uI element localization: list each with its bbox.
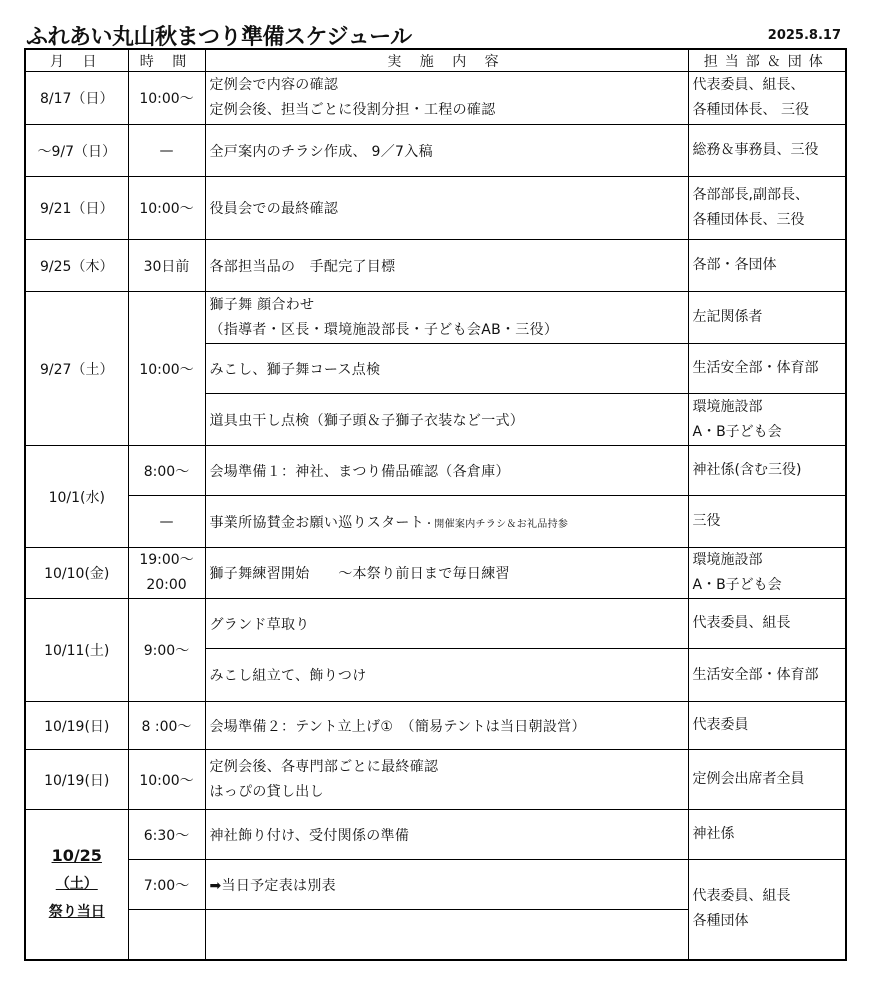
row-content: 役員会での最終確認 xyxy=(205,177,688,240)
table-row xyxy=(25,125,846,177)
row-time: 6:30〜 xyxy=(128,810,205,860)
table-row xyxy=(25,548,846,599)
row-content: 会場準備１：神社、まつり備品確認（各倉庫） xyxy=(205,446,688,496)
row-content: 神社飾り付け、受付関係の準備 xyxy=(205,810,688,860)
header-staff: 担当部＆団体 xyxy=(688,49,846,72)
row-date: 10/11(土) xyxy=(25,599,128,702)
content-line: （指導者・区長・環境施設部長・子ども会AB・三役） xyxy=(209,321,559,338)
row-staff: 神社係(含む三役) xyxy=(688,446,846,496)
content-line: 定例会後、担当ごとに役割分担・工程の確認 xyxy=(209,102,496,118)
row-time: — xyxy=(128,125,205,177)
header-time: 時 間 xyxy=(128,49,205,72)
row-staff xyxy=(688,394,846,446)
staff-line: 各種団体 xyxy=(692,913,749,930)
row-date: 〜9/7（日） xyxy=(25,125,128,177)
table-row xyxy=(25,292,846,344)
table-row xyxy=(25,860,846,910)
row-time: 8:00〜 xyxy=(128,446,205,496)
row-staff xyxy=(688,72,846,125)
row-content: 獅子舞練習開始 〜本祭り前日まで毎日練習 xyxy=(205,548,688,599)
table-row xyxy=(25,240,846,292)
row-content: 道具虫干し点検（獅子頭＆子獅子衣装など一式） xyxy=(205,394,688,446)
time-line: 20:00 xyxy=(146,577,187,593)
row-staff: 三役 xyxy=(688,496,846,548)
date-line: 祭り当日 xyxy=(48,904,105,921)
date-line: 10/25 xyxy=(51,846,102,866)
row-date: 9/21（日） xyxy=(25,177,128,240)
row-content: 各部担当品の 手配完了目標 xyxy=(205,240,688,292)
header-date: 月 日 xyxy=(25,49,128,72)
row-content: グランド草取り xyxy=(205,599,688,649)
table-row xyxy=(25,702,846,750)
row-time: 8 :00〜 xyxy=(128,702,205,750)
header-row xyxy=(25,49,846,72)
row-staff: 神社係 xyxy=(688,810,846,860)
row-content: ➡当日予定表は別表 xyxy=(205,860,688,910)
row-content xyxy=(205,750,688,810)
content-line: 獅子舞 顔合わせ xyxy=(209,296,315,313)
time-line: 19:00〜 xyxy=(139,552,194,568)
row-staff xyxy=(688,177,846,240)
row-content xyxy=(205,496,688,548)
row-date: 10/19(日) xyxy=(25,702,128,750)
header-content: 実 施 内 容 xyxy=(205,49,688,72)
schedule-table xyxy=(24,48,847,961)
row-content: みこし組立て、飾りつけ xyxy=(205,649,688,702)
staff-line: A・B子ども会 xyxy=(692,423,782,440)
row-content xyxy=(205,72,688,125)
content-line: 定例会で内容の確認 xyxy=(209,77,339,93)
row-time: 7:00〜 xyxy=(128,860,205,910)
row-time: 10:00〜 xyxy=(128,292,205,446)
row-staff xyxy=(688,860,846,960)
row-date: 10/19(日) xyxy=(25,750,128,810)
table-row xyxy=(25,750,846,810)
staff-line: 代表委員、組長 xyxy=(692,888,791,905)
document-date: 2025.8.17 xyxy=(767,28,841,43)
row-date: 9/25（木） xyxy=(25,240,128,292)
row-staff: 各部・各団体 xyxy=(688,240,846,292)
content-text: 事業所協賛金お願い巡りスタート xyxy=(209,514,424,531)
row-time: 10:00〜 xyxy=(128,177,205,240)
row-staff: 総務＆事務員、三役 xyxy=(688,125,846,177)
row-date: 8/17（日） xyxy=(25,72,128,125)
row-time: 9:00〜 xyxy=(128,599,205,702)
page-title: ふれあい丸山秋まつり準備スケジュール xyxy=(26,25,412,50)
content-line: 定例会後、各専門部ごとに最終確認 xyxy=(209,758,439,775)
row-content: 会場準備２：テント立上げ① （簡易テントは当日朝設営） xyxy=(205,702,688,750)
row-staff: 代表委員、組長 xyxy=(688,599,846,649)
row-content: 全戸案内のチラシ作成、 9／7入稿 xyxy=(205,125,688,177)
row-time xyxy=(128,548,205,599)
row-date: 10/1(水) xyxy=(25,446,128,548)
table-row xyxy=(25,810,846,860)
staff-line: 各部部長,副部長、 xyxy=(692,187,809,203)
staff-line: 代表委員、組長、 xyxy=(692,77,805,93)
row-time: 10:00〜 xyxy=(128,750,205,810)
row-date: 9/27（土） xyxy=(25,292,128,446)
row-staff: 代表委員 xyxy=(688,702,846,750)
staff-line: 環境施設部 xyxy=(692,552,763,568)
row-date xyxy=(25,810,128,960)
row-content: みこし、獅子舞コース点検 xyxy=(205,344,688,394)
row-staff: 定例会出席者全員 xyxy=(688,750,846,810)
date-line: （土） xyxy=(55,876,98,893)
table-row xyxy=(25,177,846,240)
row-staff: 生活安全部・体育部 xyxy=(688,649,846,702)
row-staff: 左記関係者 xyxy=(688,292,846,344)
row-date: 10/10(金) xyxy=(25,548,128,599)
staff-line: 各種団体長、三役 xyxy=(692,212,805,228)
content-note: ・開催案内チラシ＆お礼品持参 xyxy=(424,518,569,530)
row-staff: 生活安全部・体育部 xyxy=(688,344,846,394)
content-line: はっぴの貸し出し xyxy=(209,783,324,800)
row-time: — xyxy=(128,496,205,548)
row-content-empty xyxy=(205,910,688,960)
staff-line: 各種団体長、 三役 xyxy=(692,102,809,118)
staff-line: A・B子ども会 xyxy=(692,577,782,593)
table-row xyxy=(25,496,846,548)
row-time: 10:00〜 xyxy=(128,72,205,125)
row-time-empty xyxy=(128,910,205,960)
table-row xyxy=(25,446,846,496)
row-staff xyxy=(688,548,846,599)
staff-line: 環境施設部 xyxy=(692,398,763,415)
table-row xyxy=(25,599,846,649)
table-row xyxy=(25,72,846,125)
row-time: 30日前 xyxy=(128,240,205,292)
row-content xyxy=(205,292,688,344)
